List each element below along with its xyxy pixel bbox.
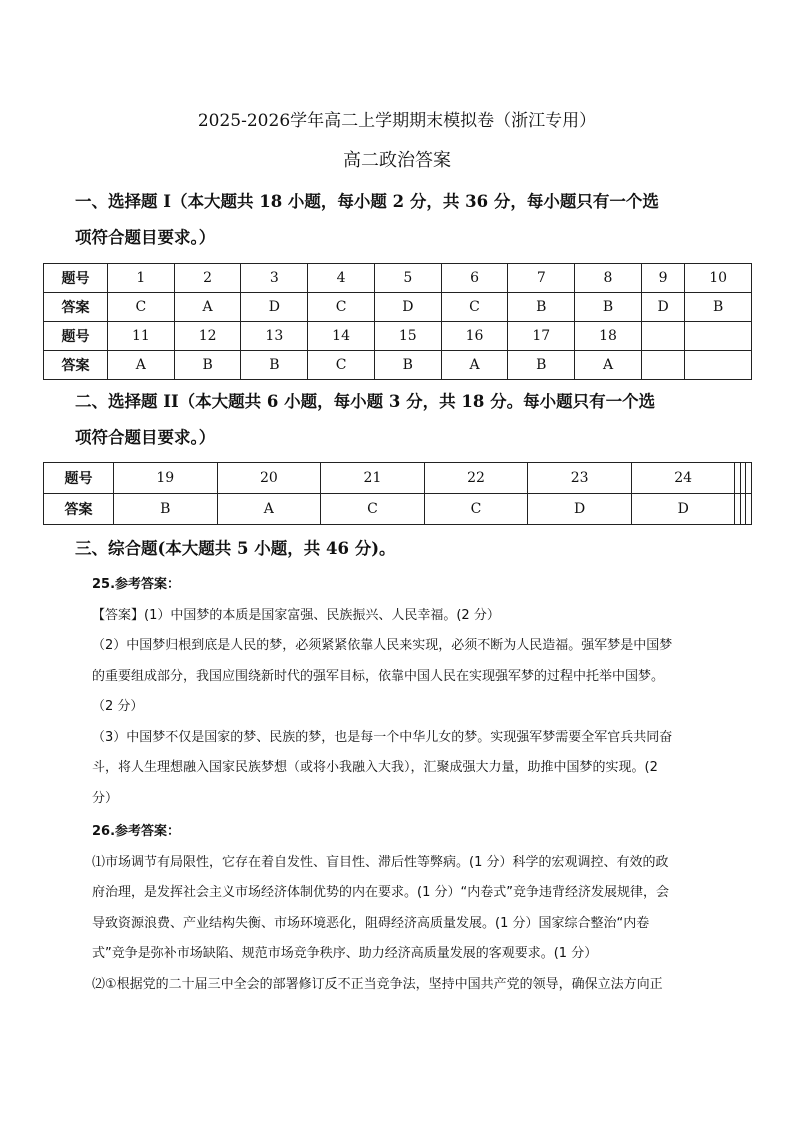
question-number: 7	[508, 264, 575, 293]
question-number: 6	[441, 264, 508, 293]
row-label-number: 题号	[44, 264, 108, 293]
section1-heading-line1: 一、选择题 I（本大题共 18 小题，每小题 2 分，共 36 分，每小题只有一个选	[75, 192, 659, 211]
answer-line: 分）	[92, 790, 119, 806]
section2-heading	[75, 384, 725, 456]
question-number: 20	[217, 463, 321, 494]
answer-cell: C	[321, 494, 425, 525]
answer-line: 斗，将人生理想融入国家民族梦想（或将小我融入大我），汇聚成强大力量，助推中国梦的实现。(2	[92, 760, 658, 775]
row-label-answer: 答案	[44, 494, 114, 525]
section1-answer-table	[43, 263, 752, 380]
empty-cell	[685, 351, 752, 380]
answer-line: （2 分）	[92, 699, 144, 714]
empty-cell	[641, 351, 684, 380]
row-label-answer: 答案	[44, 293, 108, 322]
answer-cell: B	[174, 351, 241, 380]
table-row	[44, 463, 752, 494]
question-number: 15	[374, 322, 441, 351]
question-number: 11	[108, 322, 175, 351]
answer-cell: A	[217, 494, 321, 525]
question-number: 12	[174, 322, 241, 351]
question-number: 9	[641, 264, 684, 293]
section1-heading	[75, 184, 725, 256]
table-row	[44, 322, 752, 351]
question-number: 13	[241, 322, 308, 351]
question-number: 1	[108, 264, 175, 293]
question-number: 19	[114, 463, 218, 494]
document-subtitle: 高二政治答案	[343, 150, 451, 171]
answer-cell: C	[108, 293, 175, 322]
answer-cell: C	[424, 494, 528, 525]
answer-cell: B	[508, 293, 575, 322]
empty-cell	[746, 494, 752, 525]
answer-cell: C	[308, 293, 375, 322]
question-number: 2	[174, 264, 241, 293]
question-number: 16	[441, 322, 508, 351]
answer-cell: C	[441, 293, 508, 322]
question-number: 10	[685, 264, 752, 293]
answer-line: ⑵①根据党的二十届三中全会的部署修订反不正当竞争法，坚持中国共产党的领导，确保立法方向正	[92, 976, 663, 992]
empty-cell	[746, 463, 752, 494]
answer-cell: D	[374, 293, 441, 322]
answer-cell: D	[631, 494, 735, 525]
answer-cell: A	[174, 293, 241, 322]
question-number: 3	[241, 264, 308, 293]
question-26-answer	[92, 817, 724, 1000]
answer-cell: A	[575, 351, 642, 380]
answer-line: 导致资源浪费、产业结构失衡、市场环境恶化，阻碍经济高质量发展。(1 分）国家综合整治“内卷	[92, 915, 650, 931]
table-row	[44, 264, 752, 293]
document-title: 2025-2026学年高二上学期期末模拟卷（浙江专用）	[197, 111, 597, 131]
empty-cell	[641, 322, 684, 351]
answer-cell: B	[508, 351, 575, 380]
question-number: 23	[528, 463, 632, 494]
answer-line: （3）中国梦不仅是国家的梦、民族的梦，也是每一个中华儿女的梦。实现强军梦需要全军官兵共同奋	[92, 729, 673, 745]
question-number: 5	[374, 264, 441, 293]
empty-cell	[685, 322, 752, 351]
question-number: 17	[508, 322, 575, 351]
section1-heading-line2: 项符合题目要求。）	[75, 228, 216, 247]
answer-cell: B	[685, 293, 752, 322]
question-number: 14	[308, 322, 375, 351]
table-row	[44, 293, 752, 322]
section2-answer-table	[43, 462, 752, 525]
question-25-answer	[92, 570, 724, 814]
answer-cell: D	[241, 293, 308, 322]
answer-line: ⑴市场调节有局限性，它存在着自发性、盲目性、滞后性等弊病。(1 分）科学的宏观调控、有效的政	[92, 854, 669, 870]
row-label-answer: 答案	[44, 351, 108, 380]
answer-cell: A	[108, 351, 175, 380]
answer-line: （2）中国梦归根到底是人民的梦，必须紧紧依靠人民来实现，必须不断为人民造福。强军梦是中国梦	[92, 638, 673, 653]
section2-heading-line2: 项符合题目要求。）	[75, 428, 216, 447]
answer-cell: D	[641, 293, 684, 322]
answer-cell: B	[374, 351, 441, 380]
question-number: 24	[631, 463, 735, 494]
answer-cell: C	[308, 351, 375, 380]
table-row	[44, 351, 752, 380]
table-row	[44, 494, 752, 525]
question-26-label: 26.参考答案：	[92, 824, 181, 839]
answer-cell: D	[528, 494, 632, 525]
answer-line: 府治理，是发挥社会主义市场经济体制优势的内在要求。(1 分）“内卷式”竞争违背经济发展规律，会	[92, 885, 669, 900]
question-number: 22	[424, 463, 528, 494]
answer-cell: A	[441, 351, 508, 380]
question-number: 4	[308, 264, 375, 293]
question-number: 18	[575, 322, 642, 351]
answer-cell: B	[114, 494, 218, 525]
answer-cell: B	[241, 351, 308, 380]
answer-line: 【答案】(1）中国梦的本质是国家富强、民族振兴、人民幸福。(2 分）	[92, 607, 500, 623]
section2-heading-line1: 二、选择题 II（本大题共 6 小题，每小题 3 分，共 18 分。每小题只有一个选	[75, 392, 656, 411]
section3-heading: 三、综合题(本大题共 5 小题，共 46 分)。	[75, 539, 396, 558]
answer-line: 的重要组成部分，我国应围绕新时代的强军目标，依靠中国人民在实现强军梦的过程中托举中国梦。	[92, 668, 665, 684]
question-number: 21	[321, 463, 425, 494]
answer-cell: B	[575, 293, 642, 322]
question-number: 8	[575, 264, 642, 293]
question-25-label: 25.参考答案：	[92, 577, 181, 592]
row-label-number: 题号	[44, 322, 108, 351]
row-label-number: 题号	[44, 463, 114, 494]
answer-line: 式”竞争是弥补市场缺陷、规范市场竞争秩序、助力经济高质量发展的客观要求。(1 分）	[92, 946, 598, 961]
